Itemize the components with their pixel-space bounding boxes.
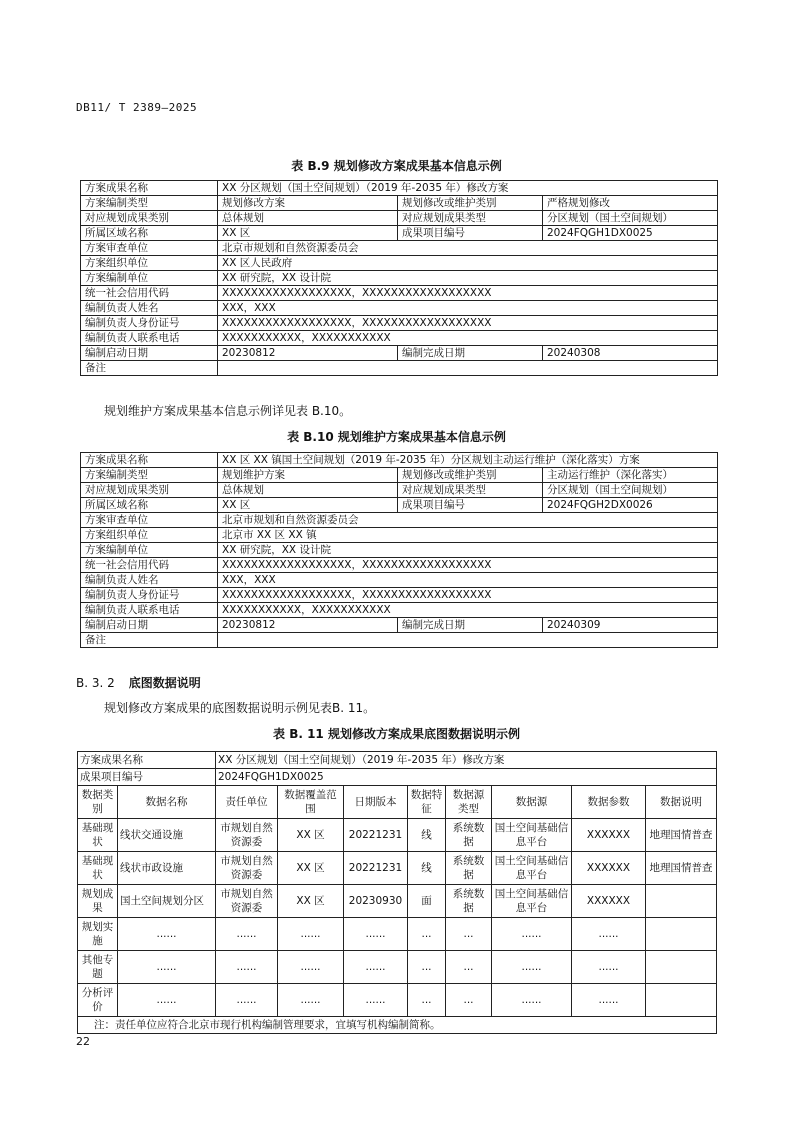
table-cell: 市规划自然资源委 bbox=[216, 819, 278, 852]
table-cell: ...... bbox=[278, 918, 344, 951]
table-cell: 编制完成日期 bbox=[398, 346, 543, 361]
table-cell: 严格规划修改 bbox=[543, 196, 718, 211]
table-cell: XX 分区规划（国土空间规划）（2019 年-2035 年）修改方案 bbox=[218, 181, 718, 196]
table-cell: 20240309 bbox=[543, 618, 718, 633]
table-cell: XXXXXX bbox=[572, 819, 646, 852]
table-cell: 主动运行维护（深化落实） bbox=[543, 468, 718, 483]
table-row bbox=[81, 271, 718, 286]
table-cell: 20230930 bbox=[344, 885, 408, 918]
table-row bbox=[81, 453, 718, 468]
table-cell: 方案组织单位 bbox=[81, 256, 218, 271]
table-cell: 编制负责人身份证号 bbox=[81, 316, 218, 331]
table-cell: 国土空间规划分区 bbox=[118, 885, 216, 918]
table-cell: 线 bbox=[408, 852, 446, 885]
table-cell: XX 区人民政府 bbox=[218, 256, 718, 271]
table-cell: ...... bbox=[216, 918, 278, 951]
table-row bbox=[81, 256, 718, 271]
table-cell: 方案审查单位 bbox=[81, 513, 218, 528]
table-row bbox=[78, 951, 717, 984]
table-cell: 总体规划 bbox=[218, 483, 398, 498]
table-note-row bbox=[78, 1017, 717, 1034]
table-cell: ...... bbox=[492, 918, 572, 951]
table-cell: 成果项目编号 bbox=[398, 498, 543, 513]
table-row bbox=[78, 984, 717, 1017]
table-cell: 成果项目编号 bbox=[78, 769, 216, 786]
table-row bbox=[78, 752, 717, 769]
table-cell: ...... bbox=[118, 951, 216, 984]
table-cell: XXXXXXXXXXXXXXXXXX，XXXXXXXXXXXXXXXXXX bbox=[218, 316, 718, 331]
table-row bbox=[81, 573, 718, 588]
table-row bbox=[81, 316, 718, 331]
paragraph-b11-ref: 规划修改方案成果的底图数据说明示例见表B. 11。 bbox=[104, 701, 376, 715]
table-cell: XX 区 bbox=[278, 852, 344, 885]
table-b9 bbox=[80, 180, 718, 376]
table-row bbox=[81, 483, 718, 498]
table-cell: 分区规划（国土空间规划） bbox=[543, 211, 718, 226]
table-cell: ... bbox=[446, 984, 492, 1017]
table-cell: ...... bbox=[118, 918, 216, 951]
table-row bbox=[81, 211, 718, 226]
table-cell: 2024FQGH1DX0025 bbox=[543, 226, 718, 241]
table-cell: 基础现状 bbox=[78, 852, 118, 885]
table-b11 bbox=[77, 751, 717, 1034]
table-cell: 系统数据 bbox=[446, 819, 492, 852]
table-cell: XX 研究院，XX 设计院 bbox=[218, 543, 718, 558]
table-header-cell: 数据名称 bbox=[118, 786, 216, 819]
table-cell: 地理国情普查 bbox=[646, 819, 717, 852]
table-cell: ...... bbox=[572, 951, 646, 984]
table-header-row bbox=[78, 786, 717, 819]
table-cell: ...... bbox=[278, 984, 344, 1017]
table-cell: 方案审查单位 bbox=[81, 241, 218, 256]
table-cell: 其他专题 bbox=[78, 951, 118, 984]
table-cell: 编制负责人身份证号 bbox=[81, 588, 218, 603]
table-cell: 20240308 bbox=[543, 346, 718, 361]
table-cell: 方案编制类型 bbox=[81, 468, 218, 483]
table-cell: 对应规划成果类型 bbox=[398, 483, 543, 498]
table-cell: 方案编制单位 bbox=[81, 543, 218, 558]
table-cell: 方案成果名称 bbox=[81, 181, 218, 196]
table-cell: 对应规划成果类别 bbox=[81, 483, 218, 498]
table-cell: 规划修改方案 bbox=[218, 196, 398, 211]
table-cell: ...... bbox=[216, 951, 278, 984]
table-cell: ... bbox=[446, 951, 492, 984]
table-cell: 所属区域名称 bbox=[81, 498, 218, 513]
table-cell: 对应规划成果类别 bbox=[81, 211, 218, 226]
table-row bbox=[81, 286, 718, 301]
table-cell: 地理国情普查 bbox=[646, 852, 717, 885]
table-row bbox=[81, 331, 718, 346]
table-header-cell: 数据覆盖范围 bbox=[278, 786, 344, 819]
table-cell: 20221231 bbox=[344, 852, 408, 885]
table-b9-caption: 表 B.9 规划修改方案成果基本信息示例 bbox=[291, 159, 502, 173]
page-number: 22 bbox=[76, 1035, 90, 1048]
table-cell: ...... bbox=[492, 984, 572, 1017]
table-row bbox=[78, 885, 717, 918]
table-cell: 市规划自然资源委 bbox=[216, 852, 278, 885]
table-cell: ...... bbox=[492, 951, 572, 984]
table-row bbox=[81, 603, 718, 618]
table-row bbox=[81, 588, 718, 603]
table-cell: 线 bbox=[408, 819, 446, 852]
table-cell: 规划修改或维护类别 bbox=[398, 196, 543, 211]
table-cell: XXX，XXX bbox=[218, 301, 718, 316]
table-cell: XX 研究院，XX 设计院 bbox=[218, 271, 718, 286]
table-cell: ...... bbox=[572, 984, 646, 1017]
table-row bbox=[81, 618, 718, 633]
table-cell: ...... bbox=[344, 951, 408, 984]
table-cell: XX 区 XX 镇国土空间规划（2019 年-2035 年）分区规划主动运行维护（深化落实）方案 bbox=[218, 453, 718, 468]
table-cell: 20230812 bbox=[218, 618, 398, 633]
table-cell: 线状市政设施 bbox=[118, 852, 216, 885]
table-header-cell: 日期版本 bbox=[344, 786, 408, 819]
table-cell: 国土空间基础信息平台 bbox=[492, 852, 572, 885]
table-cell: ... bbox=[446, 918, 492, 951]
table-cell: 规划修改或维护类别 bbox=[398, 468, 543, 483]
table-cell: ...... bbox=[572, 918, 646, 951]
table-cell: 北京市规划和自然资源委员会 bbox=[218, 513, 718, 528]
table-row bbox=[81, 361, 718, 376]
table-cell bbox=[646, 984, 717, 1017]
table-row bbox=[81, 346, 718, 361]
table-cell: XXXXXX bbox=[572, 852, 646, 885]
table-cell: 方案组织单位 bbox=[81, 528, 218, 543]
table-header-cell: 数据类别 bbox=[78, 786, 118, 819]
table-cell bbox=[646, 951, 717, 984]
table-b10-caption: 表 B.10 规划维护方案成果基本信息示例 bbox=[287, 430, 506, 444]
table-cell: 对应规划成果类型 bbox=[398, 211, 543, 226]
table-cell: 方案成果名称 bbox=[81, 453, 218, 468]
table-row bbox=[78, 819, 717, 852]
table-cell: 成果项目编号 bbox=[398, 226, 543, 241]
table-cell: 编制启动日期 bbox=[81, 618, 218, 633]
table-cell: 规划维护方案 bbox=[218, 468, 398, 483]
table-cell: XXXXXXXXXXXXXXXXXX，XXXXXXXXXXXXXXXXXX bbox=[218, 588, 718, 603]
table-cell: XX 区 bbox=[218, 498, 398, 513]
table-cell: 2024FQGH1DX0025 bbox=[216, 769, 717, 786]
table-cell: ...... bbox=[344, 984, 408, 1017]
table-row bbox=[81, 181, 718, 196]
table-row bbox=[81, 528, 718, 543]
table-cell: XXXXXXXXXXX，XXXXXXXXXXX bbox=[218, 331, 718, 346]
table-cell: 国土空间基础信息平台 bbox=[492, 819, 572, 852]
table-cell: 方案成果名称 bbox=[78, 752, 216, 769]
section-heading bbox=[76, 674, 201, 691]
table-row bbox=[81, 498, 718, 513]
table-row bbox=[81, 513, 718, 528]
table-cell: 北京市 XX 区 XX 镇 bbox=[218, 528, 718, 543]
table-row bbox=[81, 558, 718, 573]
table-cell: XX 分区规划（国土空间规划）（2019 年-2035 年）修改方案 bbox=[216, 752, 717, 769]
paragraph-b10-ref: 规划维护方案成果基本信息示例详见表 B.10。 bbox=[104, 404, 352, 418]
section-title: 底图数据说明 bbox=[128, 676, 201, 690]
table-cell: 市规划自然资源委 bbox=[216, 885, 278, 918]
table-row bbox=[81, 468, 718, 483]
table-cell: 20221231 bbox=[344, 819, 408, 852]
table-cell: XXXXXXXXXXXXXXXXXX，XXXXXXXXXXXXXXXXXX bbox=[218, 558, 718, 573]
table-cell bbox=[218, 361, 718, 376]
table-cell: XX 区 bbox=[218, 226, 398, 241]
table-row bbox=[81, 543, 718, 558]
table-cell: ... bbox=[408, 918, 446, 951]
table-cell: XXXXXXXXXXX，XXXXXXXXXXX bbox=[218, 603, 718, 618]
table-b11-caption: 表 B. 11 规划修改方案成果底图数据说明示例 bbox=[273, 727, 520, 741]
table-row bbox=[78, 852, 717, 885]
table-cell: 编制负责人联系电话 bbox=[81, 331, 218, 346]
table-cell: ... bbox=[408, 984, 446, 1017]
table-cell: 规划实施 bbox=[78, 918, 118, 951]
table-row bbox=[78, 769, 717, 786]
table-cell: 规划成果 bbox=[78, 885, 118, 918]
table-header-cell: 数据参数 bbox=[572, 786, 646, 819]
table-cell: 20230812 bbox=[218, 346, 398, 361]
table-row bbox=[81, 301, 718, 316]
table-cell: 所属区域名称 bbox=[81, 226, 218, 241]
table-cell: 统一社会信用代码 bbox=[81, 286, 218, 301]
table-cell: 2024FQGH2DX0026 bbox=[543, 498, 718, 513]
table-cell: 编制负责人姓名 bbox=[81, 301, 218, 316]
table-cell: 系统数据 bbox=[446, 885, 492, 918]
table-row bbox=[81, 226, 718, 241]
table-b10 bbox=[80, 452, 718, 648]
table-cell: 总体规划 bbox=[218, 211, 398, 226]
table-cell: XXXXXX bbox=[572, 885, 646, 918]
table-cell: 基础现状 bbox=[78, 819, 118, 852]
table-note: 注：责任单位应符合北京市现行机构编制管理要求，宜填写机构编制简称。 bbox=[78, 1017, 717, 1034]
table-row bbox=[81, 196, 718, 211]
table-cell: 编制负责人姓名 bbox=[81, 573, 218, 588]
table-cell: 统一社会信用代码 bbox=[81, 558, 218, 573]
table-row bbox=[81, 633, 718, 648]
table-cell: 分区规划（国土空间规划） bbox=[543, 483, 718, 498]
table-cell: 备注 bbox=[81, 361, 218, 376]
table-cell: ...... bbox=[344, 918, 408, 951]
table-cell: 系统数据 bbox=[446, 852, 492, 885]
table-cell: XXXXXXXXXXXXXXXXXX，XXXXXXXXXXXXXXXXXX bbox=[218, 286, 718, 301]
table-cell bbox=[218, 633, 718, 648]
table-header-cell: 数据说明 bbox=[646, 786, 717, 819]
table-cell: 方案编制类型 bbox=[81, 196, 218, 211]
table-cell: ... bbox=[408, 951, 446, 984]
table-header-cell: 数据源类型 bbox=[446, 786, 492, 819]
section-number: B. 3. 2 bbox=[76, 676, 115, 690]
table-cell: XXX，XXX bbox=[218, 573, 718, 588]
table-cell: 编制启动日期 bbox=[81, 346, 218, 361]
document-header: DB11/ T 2389—2025 bbox=[76, 101, 198, 114]
table-cell: XX 区 bbox=[278, 819, 344, 852]
table-row bbox=[78, 918, 717, 951]
table-header-cell: 数据特征 bbox=[408, 786, 446, 819]
table-cell: 分析评价 bbox=[78, 984, 118, 1017]
table-cell: 国土空间基础信息平台 bbox=[492, 885, 572, 918]
table-header-cell: 责任单位 bbox=[216, 786, 278, 819]
table-cell bbox=[646, 885, 717, 918]
table-cell: ...... bbox=[278, 951, 344, 984]
table-cell: 备注 bbox=[81, 633, 218, 648]
table-cell bbox=[646, 918, 717, 951]
table-cell: XX 区 bbox=[278, 885, 344, 918]
table-cell: 北京市规划和自然资源委员会 bbox=[218, 241, 718, 256]
table-cell: ...... bbox=[216, 984, 278, 1017]
table-cell: 面 bbox=[408, 885, 446, 918]
table-cell: 编制负责人联系电话 bbox=[81, 603, 218, 618]
table-row bbox=[81, 241, 718, 256]
table-cell: 线状交通设施 bbox=[118, 819, 216, 852]
table-header-cell: 数据源 bbox=[492, 786, 572, 819]
table-cell: 编制完成日期 bbox=[398, 618, 543, 633]
table-cell: ...... bbox=[118, 984, 216, 1017]
table-cell: 方案编制单位 bbox=[81, 271, 218, 286]
